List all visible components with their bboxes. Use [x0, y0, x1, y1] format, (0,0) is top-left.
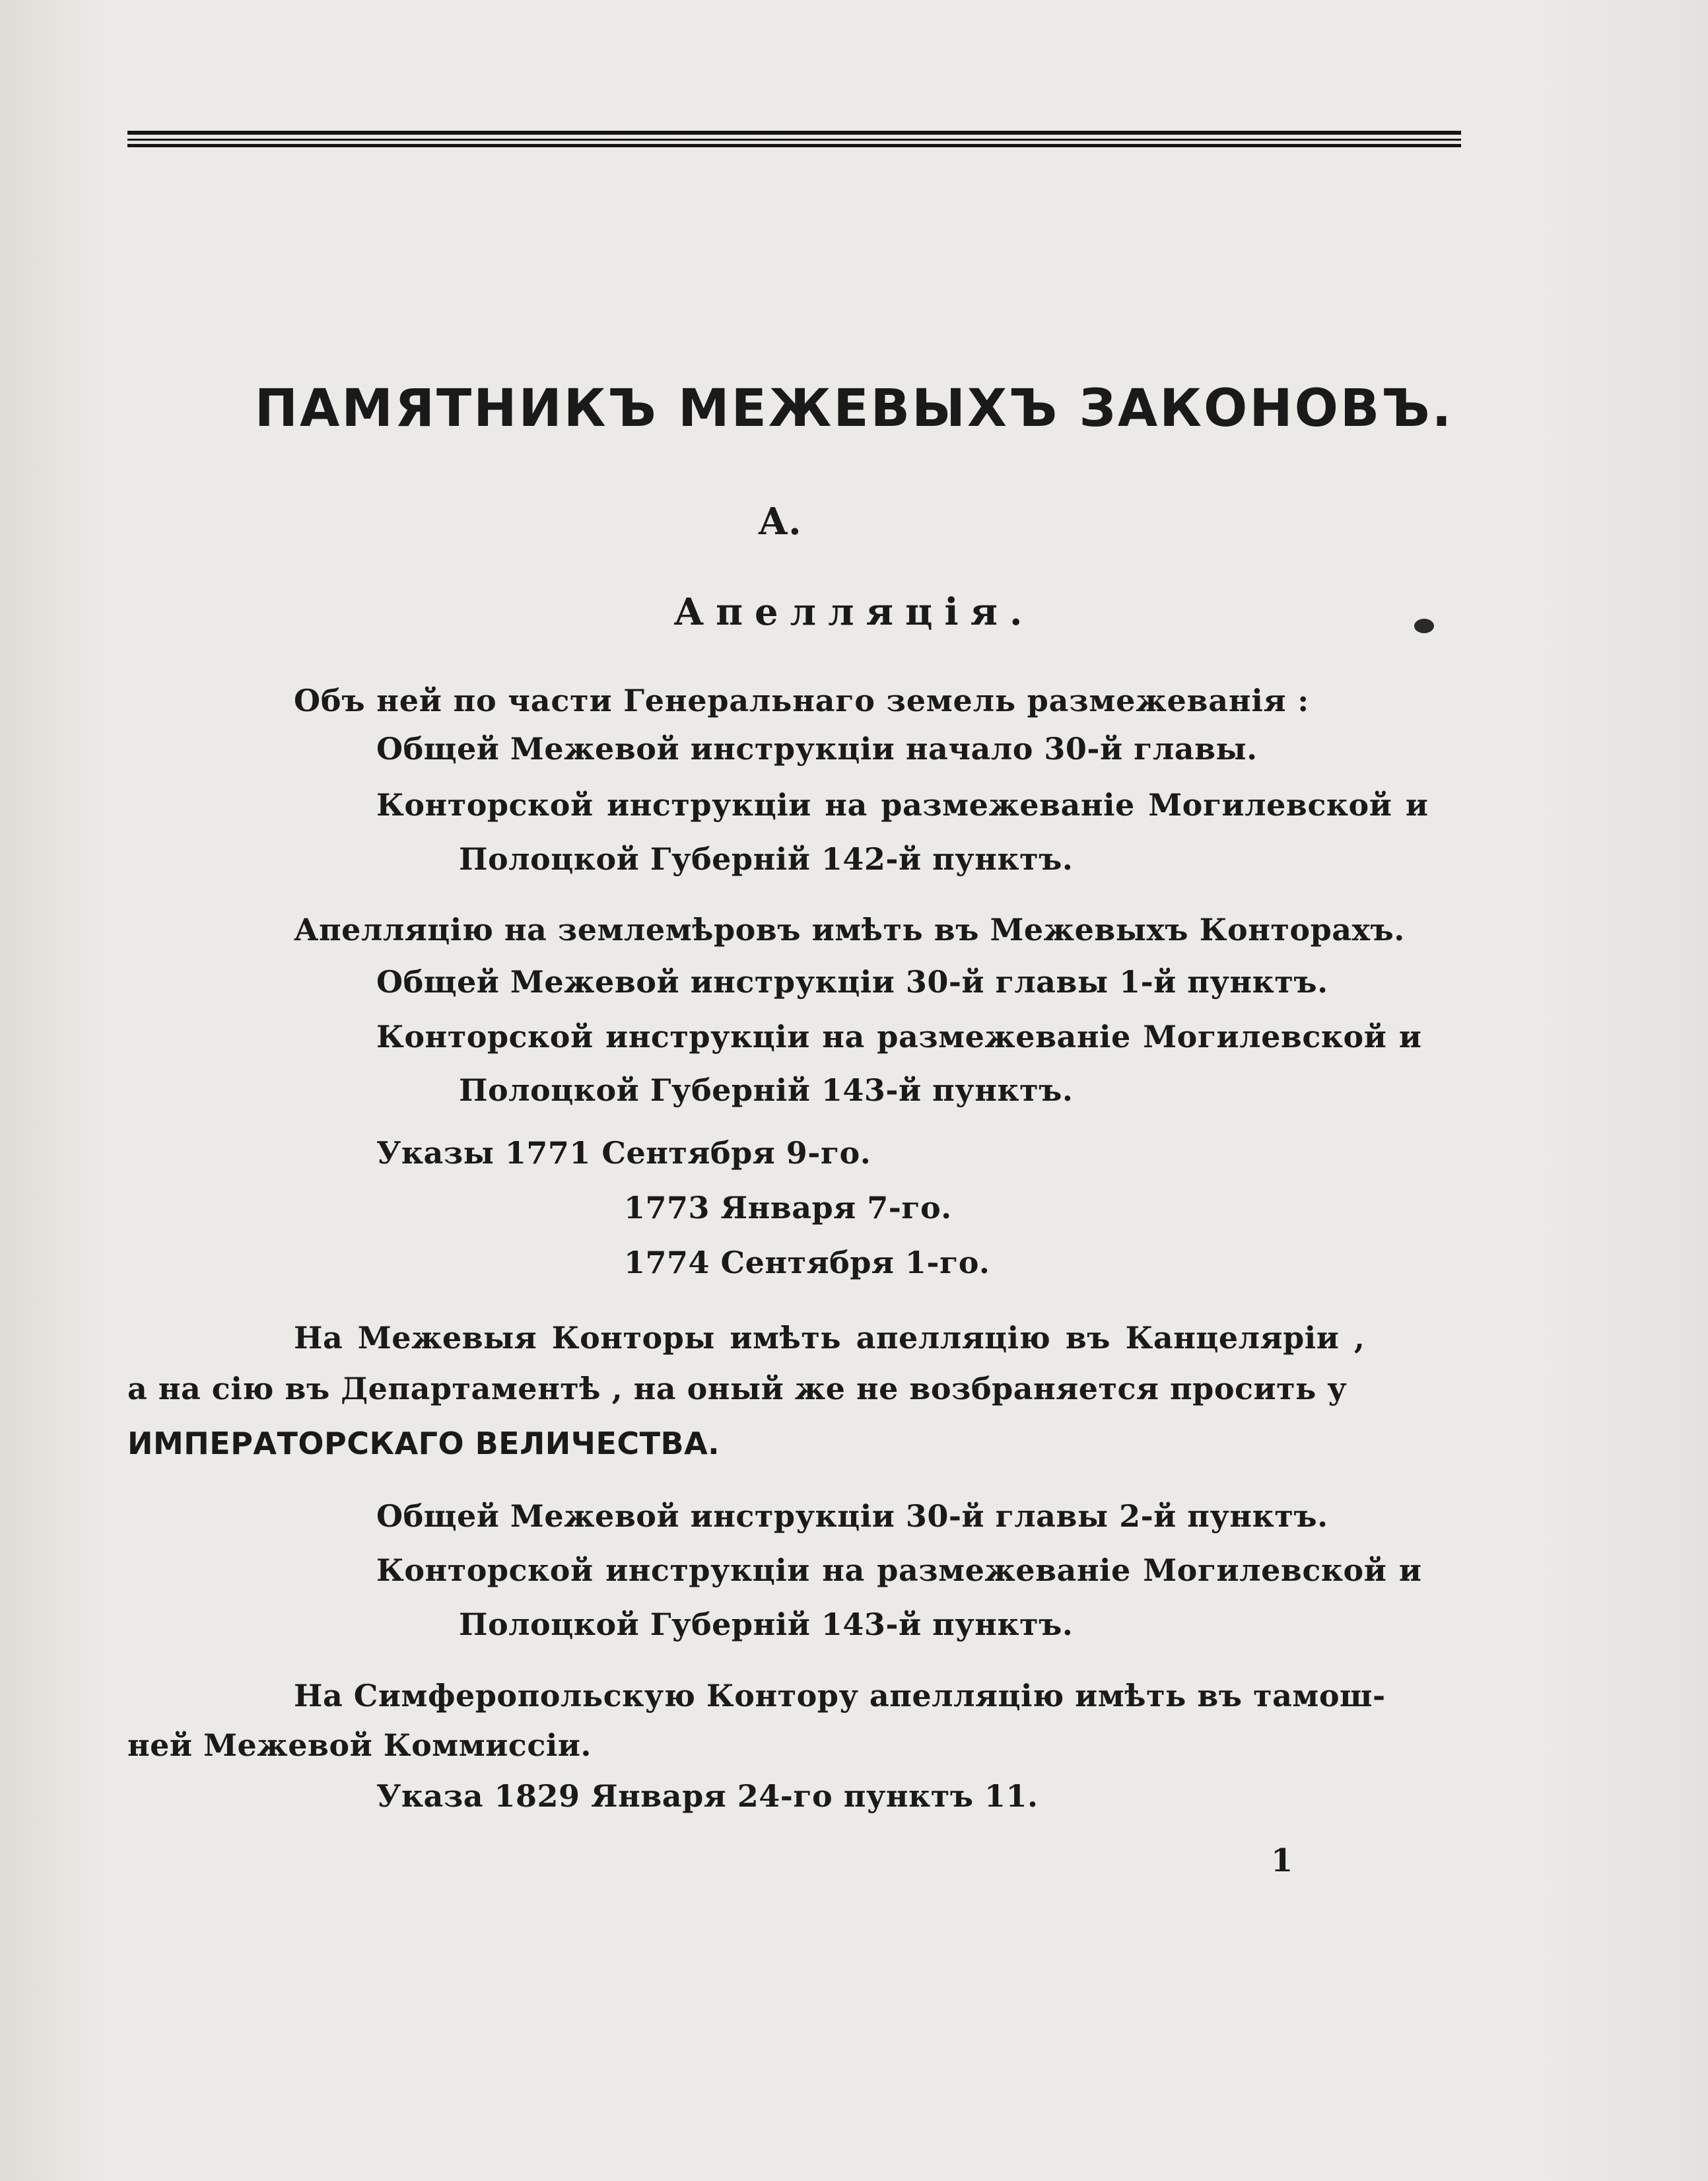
page-number: 1 [1271, 1842, 1293, 1879]
text-line-17: Полоцкой Губерній 143-й пунктъ. [459, 1607, 1074, 1642]
text-line-16: Конторской инструкціи на размежеваніе Могилевской и [376, 1552, 1422, 1588]
header-rule-bottom [127, 144, 1461, 147]
text-line-9: Указы 1771 Сентября 9-го. [376, 1135, 871, 1171]
text-line-18: На Симферопольскую Контору апелляцію имѣть въ тамош- [294, 1678, 1386, 1714]
text-line-10: 1773 Января 7-го. [624, 1190, 952, 1226]
ink-spot [1414, 619, 1434, 633]
text-line-6: Общей Межевой инструкціи 30-й главы 1-й пунктъ. [376, 964, 1328, 1000]
text-line-3: Конторской инструкціи на размежеваніе Могилевской и [376, 787, 1429, 823]
section-title: Апелляція. [673, 590, 1035, 634]
text-line-13: а на сію въ Департаментѣ , на оный же не возбраняется просить у [127, 1371, 1348, 1406]
text-line-5: Апелляцію на землемѣровъ имѣть въ Межевыхъ Конторахъ. [294, 912, 1405, 948]
text-line-1: Объ ней по части Генеральнаго земель размежеванія : [294, 683, 1310, 718]
show-through-text [264, 218, 274, 252]
main-title: ПАМЯТНИКЪ МЕЖЕВЫХЪ ЗАКОНОВЪ. [254, 379, 1454, 438]
text-line-12: На Межевыя Конторы имѣть апелляцію въ Канцеляріи , [294, 1320, 1365, 1356]
text-line-7: Конторской инструкціи на размежеваніе Могилевской и [376, 1019, 1422, 1055]
text-line-19: ней Межевой Коммиссіи. [127, 1727, 592, 1763]
text-line-8: Полоцкой Губерній 143-й пунктъ. [459, 1072, 1074, 1108]
text-line-20: Указа 1829 Января 24-го пунктъ 11. [376, 1778, 1039, 1814]
text-line-14: ИМПЕРАТОРСКАГО ВЕЛИЧЕСТВА. [127, 1426, 720, 1461]
text-line-2: Общей Межевой инструкціи начало 30-й главы. [376, 731, 1258, 767]
text-line-4: Полоцкой Губерній 142-й пунктъ. [459, 841, 1074, 877]
text-line-15: Общей Межевой инструкціи 30-й главы 2-й пунктъ. [376, 1498, 1328, 1534]
text-line-11: 1774 Сентября 1-го. [624, 1245, 990, 1280]
section-letter: А. [758, 500, 802, 543]
header-rule-middle [127, 139, 1461, 141]
header-rule-top [127, 131, 1461, 135]
